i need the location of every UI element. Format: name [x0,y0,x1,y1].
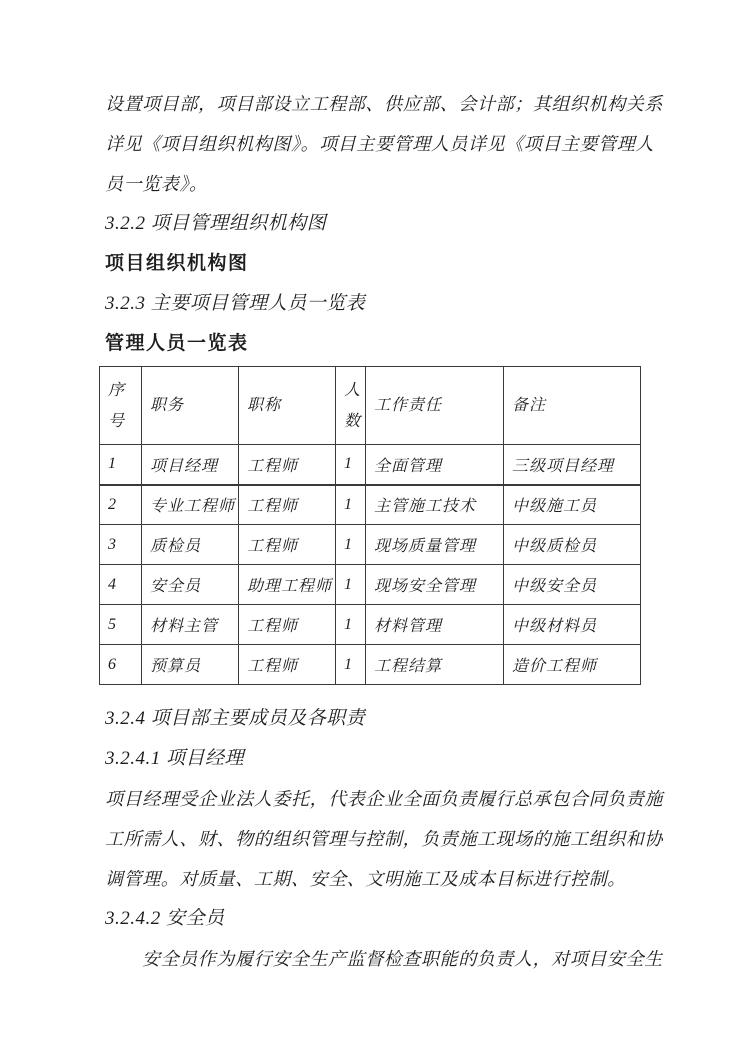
table-cell: 中级材料员 [504,605,641,645]
safety-paragraph [105,939,744,979]
staff-table-title: 管理人员一览表 [105,333,249,354]
table-cell: 全面管理 [366,445,504,485]
table-cell: 造价工程师 [504,645,641,685]
table-cell: 5 [100,605,142,645]
paragraph-line: 项目经理受企业法人委托，代表企业全面负责履行总承包合同负责施 [105,789,663,809]
table-cell: 工程师 [239,645,336,685]
table-cell: 工程师 [239,525,336,565]
paragraph-line: 详见《项目组织机构图》。项目主要管理人员详见《项目主要管理人 [105,134,654,154]
table-cell: 项目经理 [142,445,239,485]
table-cell: 预算员 [142,645,239,685]
table-cell: 1 [336,525,366,565]
table-cell: 1 [336,485,366,525]
table-cell: 中级安全员 [504,565,641,605]
table-header-cell: 备注 [504,367,641,445]
table-row [100,525,641,565]
table-cell: 1 [100,445,142,485]
table-cell: 1 [336,445,366,485]
heading-3-2-4: 3.2.4 项目部主要成员及各职责 [105,708,366,729]
staff-table-body [100,445,641,685]
table-header-row [100,367,641,445]
table-cell: 现场质量管理 [366,525,504,565]
table-cell: 主管施工技术 [366,485,504,525]
heading-3-2-2: 3.2.2 项目管理组织机构图 [105,213,327,234]
table-cell: 3 [100,525,142,565]
table-cell: 助理工程师 [239,565,336,605]
table-cell: 安全员 [142,565,239,605]
paragraph-line: 员一览表》。 [105,174,208,194]
table-row [100,565,641,605]
table-cell: 质检员 [142,525,239,565]
table-cell: 三级项目经理 [504,445,641,485]
table-cell: 4 [100,565,142,605]
paragraph-line: 设置项目部，项目部设立工程部、供应部、会计部；其组织机构关系 [105,94,663,114]
table-header-cell: 职务 [142,367,239,445]
intro-paragraph [105,84,744,204]
table-row [100,605,641,645]
table-header-cell: 职称 [239,367,336,445]
table-cell: 1 [336,645,366,685]
table-cell: 材料主管 [142,605,239,645]
table-header-cell: 工作责任 [366,367,504,445]
manager-paragraph [105,779,744,899]
table-row [100,445,641,485]
table-cell: 工程师 [239,445,336,485]
heading-3-2-3: 3.2.3 主要项目管理人员一览表 [105,293,366,314]
paragraph-line: 调管理。对质量、工期、安全、文明施工及成本目标进行控制。 [105,869,626,889]
table-header-cell: 序号 [100,367,142,445]
table-cell: 工程师 [239,605,336,645]
table-row [100,485,641,525]
table-cell: 现场安全管理 [366,565,504,605]
table-cell: 工程结算 [366,645,504,685]
table-cell: 中级施工员 [504,485,641,525]
org-chart-title: 项目组织机构图 [105,253,249,274]
table-row [100,645,641,685]
heading-3-2-4-2: 3.2.4.2 安全员 [105,908,225,929]
table-cell: 专业工程师 [142,485,239,525]
table-cell: 材料管理 [366,605,504,645]
table-cell: 工程师 [239,485,336,525]
table-cell: 6 [100,645,142,685]
table-cell: 1 [336,565,366,605]
table-cell: 1 [336,605,366,645]
heading-3-2-4-1: 3.2.4.1 项目经理 [105,748,245,769]
table-header-cell: 人数 [336,367,366,445]
table-cell: 中级质检员 [504,525,641,565]
staff-table [99,366,641,685]
paragraph-line: 安全员作为履行安全生产监督检查职能的负责人，对项目安全生 [142,949,663,969]
table-cell: 2 [100,485,142,525]
paragraph-line: 工所需人、财、物的组织管理与控制，负责施工现场的施工组织和协 [105,829,663,849]
